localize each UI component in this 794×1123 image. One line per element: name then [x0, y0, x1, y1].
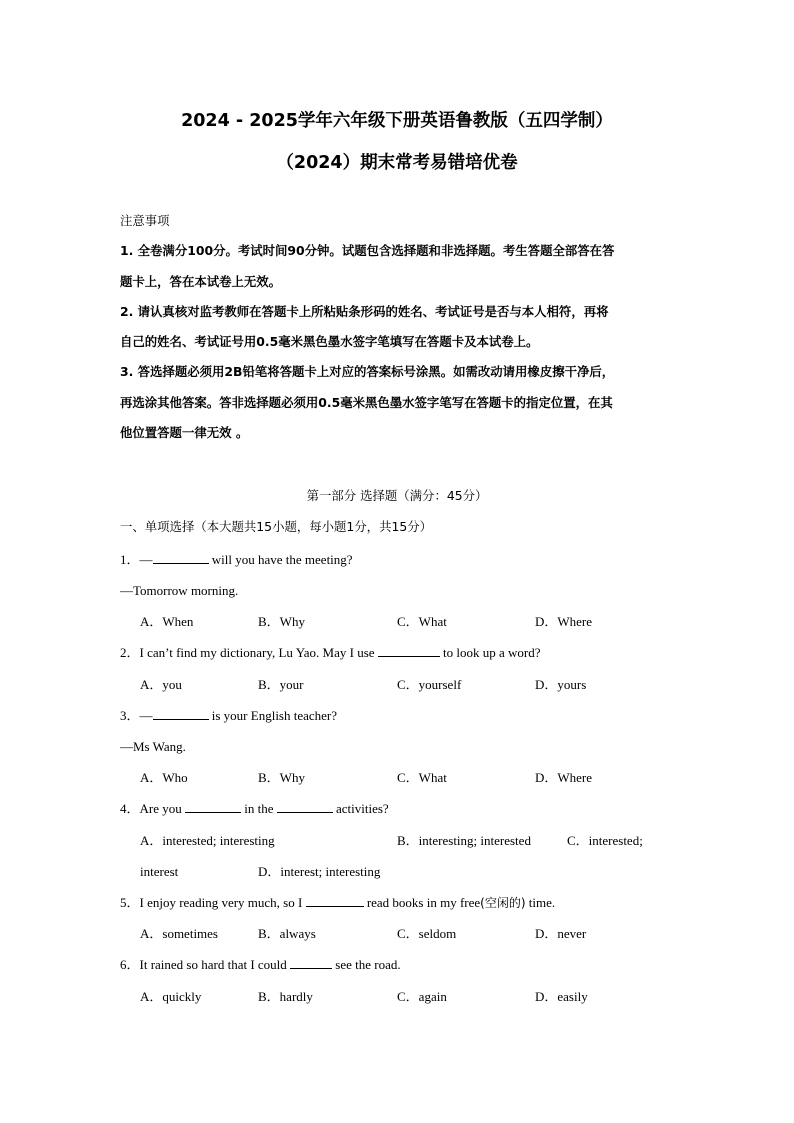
chinese-gloss: (空闲的) [480, 896, 526, 910]
option-a: A．When [140, 614, 194, 629]
question-text: 4．Are you [120, 801, 185, 816]
option-b: B．interesting; interested [397, 833, 531, 848]
question-text: 6．It rained so hard that I could [120, 957, 291, 972]
answer-blank [378, 644, 440, 657]
option-d: D．yours [535, 677, 587, 692]
notes-heading: 注意事项 [120, 213, 170, 228]
option-b: B．hardly [258, 989, 313, 1004]
notes-block [120, 206, 680, 448]
question-3 [120, 707, 337, 725]
answer-blank [153, 707, 209, 720]
question-1 [120, 551, 353, 569]
answer-blank [306, 894, 364, 907]
option-d: D．Where [535, 614, 593, 629]
note-line: 题卡上，答在本试卷上无效。 [120, 273, 282, 289]
answer-blank [185, 800, 241, 813]
question-text: time. [525, 895, 556, 910]
question-text: 2．I can’t find my dictionary, Lu Yao. May I use [120, 645, 378, 660]
note-line: 2. 请认真核对监考教师在答题卡上所粘贴条形码的姓名、考试证号是否与本人相符，再将 [120, 303, 609, 319]
option-d: D．easily [535, 989, 588, 1004]
option-b: B．your [258, 677, 304, 692]
question-text: is your English teacher? [208, 708, 338, 723]
question-5 [120, 894, 555, 912]
option-c-continued: interest [140, 864, 179, 879]
option-a: A．interested; interesting [140, 833, 275, 848]
question-text: to look up a word? [439, 645, 541, 660]
question-text: 3．— [120, 708, 153, 723]
question-2 [120, 644, 541, 662]
question-text: activities? [332, 801, 389, 816]
option-b: B．Why [258, 614, 305, 629]
question-text: will you have the meeting? [208, 552, 353, 567]
option-a: A．Who [140, 770, 188, 785]
option-c: C．interested; [567, 833, 643, 848]
question-4 [120, 800, 389, 818]
section-title: 第一部分 选择题（满分：45分） [306, 488, 488, 503]
exam-subtitle: （2024）期末常考易错培优卷 [276, 153, 518, 173]
option-a: A．quickly [140, 989, 202, 1004]
answer-line: —Tomorrow morning. [120, 583, 239, 598]
option-d: D．Where [535, 770, 593, 785]
answer-blank [290, 956, 332, 969]
option-a: A．you [140, 677, 182, 692]
option-c: C．again [397, 989, 447, 1004]
question-6 [120, 956, 401, 974]
option-b: B．Why [258, 770, 305, 785]
exam-title: 2024 - 2025学年六年级下册英语鲁教版（五四学制） [181, 111, 613, 131]
note-line: 再选涂其他答案。答非选择题必须用0.5毫米黑色墨水签字笔写在答题卡的指定位置，在其 [120, 394, 613, 410]
question-text: 1．— [120, 552, 153, 567]
question-text: in the [241, 801, 277, 816]
question-text: read books in my free [363, 895, 481, 910]
note-line: 自己的姓名、考试证号用0.5毫米黑色墨水签字笔填写在答题卡及本试卷上。 [120, 334, 539, 350]
answer-line: —Ms Wang. [120, 739, 186, 754]
option-c: C．seldom [397, 926, 457, 941]
question-text: 5．I enjoy reading very much, so I [120, 895, 306, 910]
option-a: A．sometimes [140, 926, 218, 941]
option-d: D．never [535, 926, 587, 941]
note-line: 他位置答题一律无效 。 [120, 425, 249, 441]
answer-blank [153, 551, 209, 564]
note-line: 1. 全卷满分100分。考试时间90分钟。试题包含选择题和非选择题。考生答题全部答在答 [120, 243, 615, 259]
option-d: D．interest; interesting [258, 864, 381, 879]
option-c: C．What [397, 614, 447, 629]
option-b: B．always [258, 926, 316, 941]
part-heading: 一、单项选择（本大题共15小题，每小题1分，共15分） [120, 519, 433, 534]
answer-blank [277, 800, 333, 813]
option-c: C．yourself [397, 677, 462, 692]
option-c: C．What [397, 770, 447, 785]
question-text: see the road. [332, 957, 401, 972]
note-line: 3. 答选择题必须用2B铅笔将答题卡上对应的答案标号涂黑。如需改动请用橡皮擦干净后， [120, 364, 615, 380]
